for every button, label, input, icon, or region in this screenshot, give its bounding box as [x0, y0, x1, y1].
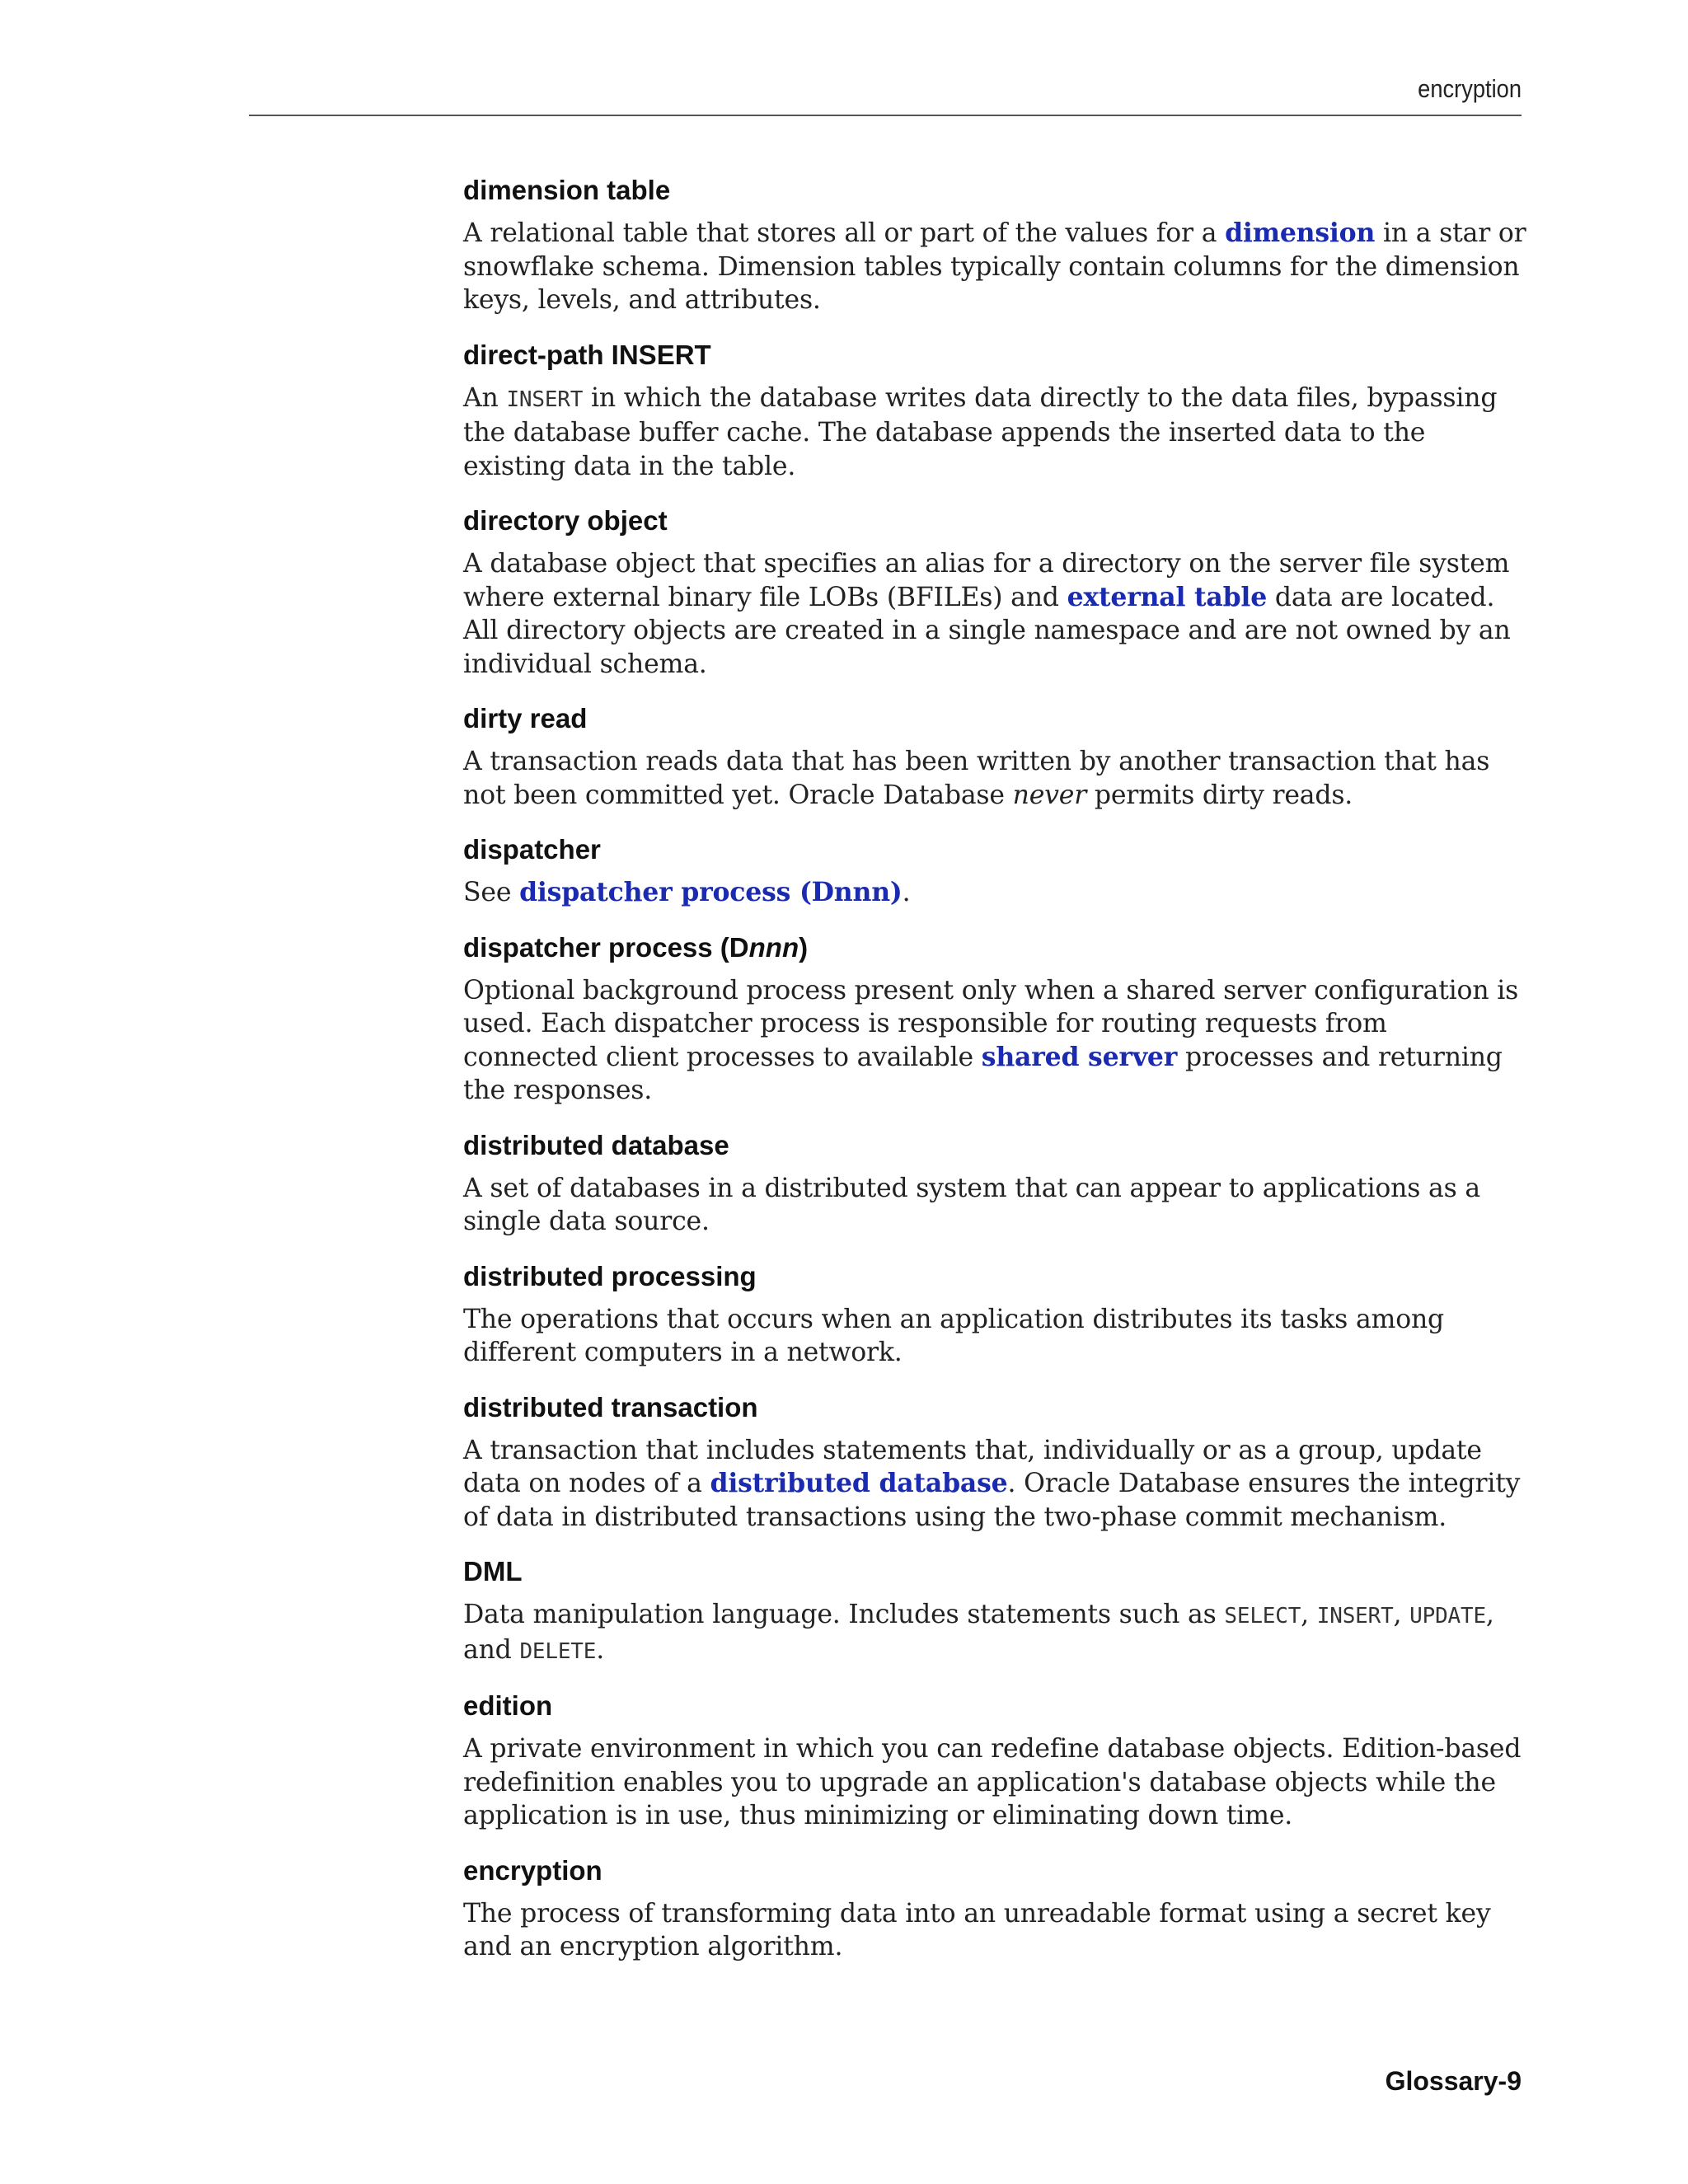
definition-text: , and — [463, 1600, 1494, 1665]
entry-distributed-transaction — [463, 1391, 1526, 1535]
term-heading: direct-path INSERT — [463, 339, 711, 370]
term-heading: dirty read — [463, 703, 588, 733]
definition-text: A transaction that includes statements that, individually or as a group, update data on nodes of a — [463, 1435, 1482, 1498]
definition: The process of transforming data into an unreadable format using a secret key and an encryption algorithm. — [463, 1898, 1491, 1961]
glossary-list — [463, 174, 1526, 1985]
definition-text: permits dirty reads. — [1086, 780, 1353, 810]
code-keyword: SELECT — [1224, 1604, 1301, 1629]
code-keyword: INSERT — [1316, 1604, 1394, 1629]
entry-dml — [463, 1555, 1526, 1668]
entry-dispatcher — [463, 833, 1526, 910]
code-keyword: DELETE — [519, 1638, 597, 1664]
term-heading: distributed database — [463, 1129, 729, 1160]
term-heading: encryption — [463, 1854, 603, 1886]
entry-direct-path-insert — [463, 339, 1526, 484]
term-heading: edition — [463, 1690, 553, 1721]
definition-text: A relational table that stores all or part of the values for a — [463, 218, 1226, 248]
definition — [463, 876, 1526, 910]
glossary-link[interactable]: external table — [1067, 581, 1268, 612]
term-text: dispatcher process (D — [463, 931, 749, 963]
entry-encryption — [463, 1854, 1526, 1964]
term-heading: dispatcher — [463, 834, 601, 865]
term-heading: distributed processing — [463, 1260, 757, 1291]
definition-text: in which the database writes data directly to the data files, bypassing the database buffer cache. The database appends the inserted data to the existing data in the table. — [463, 382, 1498, 481]
definition-text: data are located. All directory objects are created in a single namespace and are not owned by an individual schema. — [463, 582, 1511, 679]
definition-text: , — [1301, 1600, 1317, 1629]
entry-directory-object — [463, 504, 1526, 681]
glossary-link[interactable]: dispatcher process (Dnnn) — [519, 877, 903, 907]
term-heading: DML — [463, 1556, 523, 1586]
definition-text: . Oracle Database ensures the integrity of data in distributed transactions using the two-phase commit mechanism. — [463, 1469, 1521, 1532]
definition — [463, 1598, 1526, 1668]
emphasis: never — [1012, 780, 1087, 810]
definition: A set of databases in a distributed system that can appear to applications as a single data source. — [463, 1173, 1480, 1236]
definition — [463, 974, 1526, 1108]
entry-dimension-table — [463, 174, 1526, 317]
term-heading: distributed transaction — [463, 1391, 758, 1422]
definition-text: Data manipulation language. Includes statements such as — [463, 1600, 1225, 1629]
definition-text: . — [596, 1634, 605, 1665]
entry-dirty-read — [463, 702, 1526, 812]
term-heading — [463, 931, 1526, 964]
glossary-link[interactable]: shared server — [981, 1041, 1178, 1072]
definition — [463, 217, 1526, 317]
definition — [463, 1434, 1526, 1535]
definition-text: , — [1393, 1600, 1410, 1629]
entry-edition — [463, 1690, 1526, 1833]
definition-text: See — [463, 878, 520, 907]
term-italic: nnn — [748, 931, 799, 963]
definition-text: in a star or snowflake schema. Dimension tables typically contain columns for the dimension keys, levels, and attributes. — [463, 218, 1526, 315]
code-keyword: UPDATE — [1409, 1604, 1486, 1629]
definition — [463, 745, 1526, 812]
entry-dispatcher-process — [463, 931, 1526, 1108]
entry-distributed-processing — [463, 1260, 1526, 1370]
running-head: encryption — [1418, 74, 1522, 103]
header-rule — [249, 115, 1522, 116]
term-heading: directory object — [463, 505, 668, 536]
page-number: Glossary-9 — [1385, 2066, 1522, 2096]
definition — [463, 547, 1526, 681]
definition-text: . — [902, 878, 911, 907]
glossary-link[interactable]: dimension — [1225, 218, 1376, 248]
definition-text: A transaction reads data that has been written by another transaction that has not been committed yet. Oracle Database — [463, 747, 1490, 810]
definition: A private environment in which you can redefine database objects. Edition-based redefinition enables you to upgrade an application's database objects while the application is in use, thus minimizing or eliminating down time. — [463, 1734, 1522, 1830]
entry-distributed-database — [463, 1129, 1526, 1239]
term-heading: dimension table — [463, 175, 671, 205]
definition — [463, 382, 1526, 484]
definition-text: An — [463, 382, 507, 413]
definition-text: processes and returning the responses. — [463, 1042, 1503, 1105]
term-text: ) — [799, 931, 809, 963]
definition: The operations that occurs when an application distributes its tasks among different computers in a network. — [463, 1304, 1445, 1367]
definition-text: A database object that specifies an alias for a directory on the server file system where external binary file LOBs (BFILEs) and — [463, 549, 1510, 612]
definition-text: Optional background process present only when a shared server configuration is used. Each dispatcher process is responsible for routing requests from connected client processes to available — [463, 975, 1519, 1072]
glossary-link[interactable]: distributed database — [710, 1468, 1008, 1498]
code-keyword: INSERT — [506, 387, 584, 412]
